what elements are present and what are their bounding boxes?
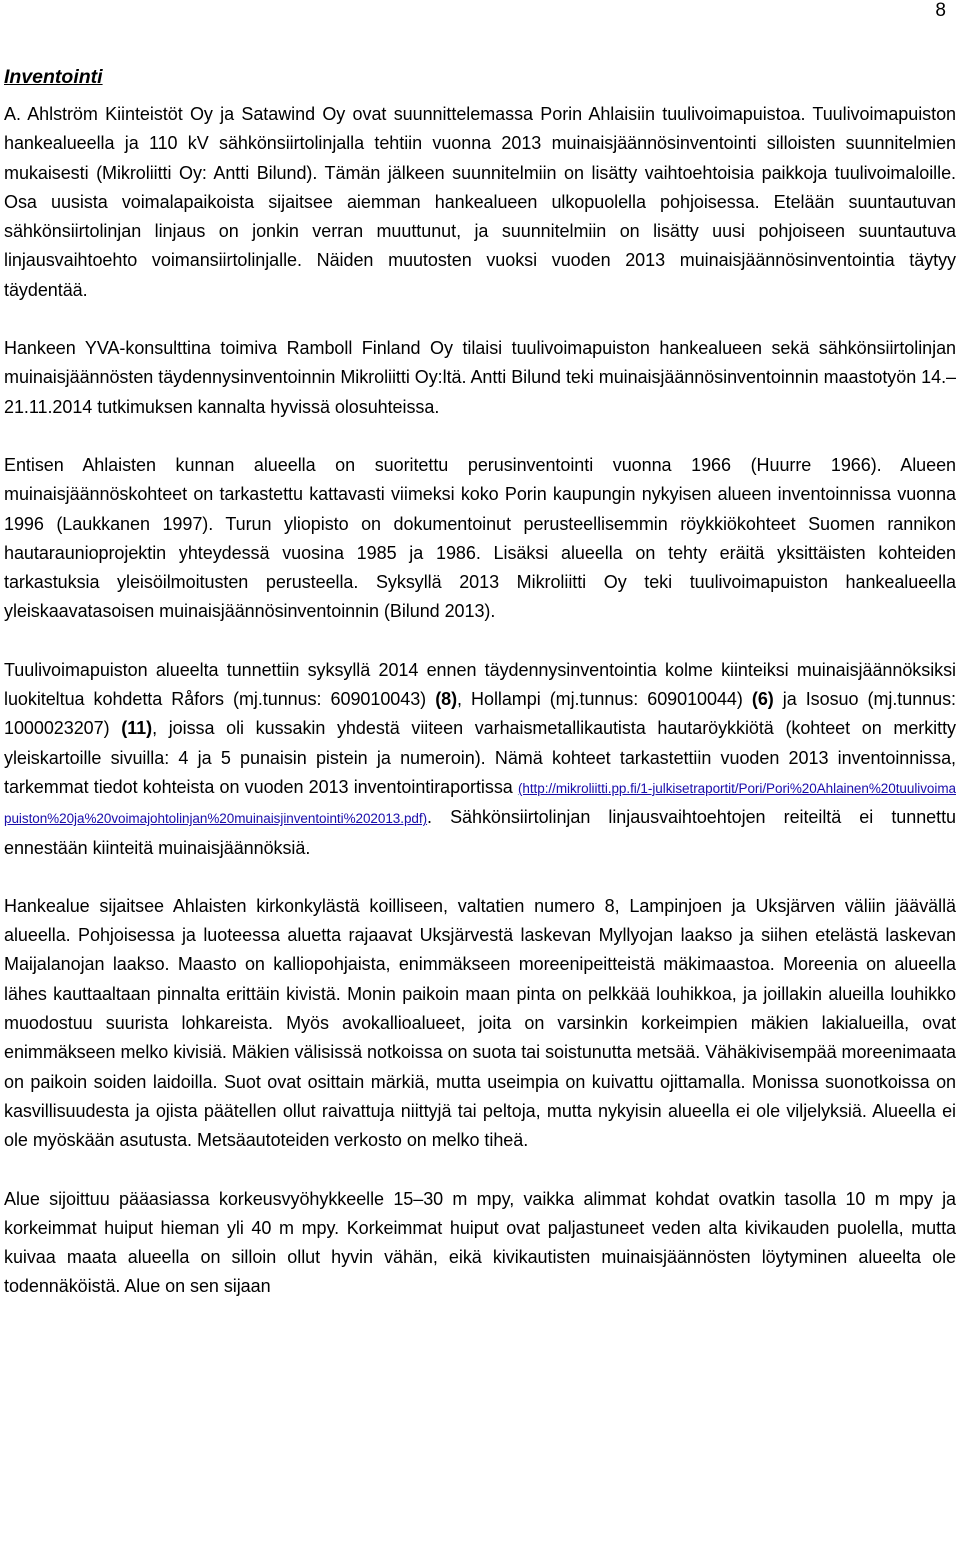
site-number-rafors: (8) bbox=[435, 689, 458, 710]
known-sites-text-2: , Hollampi (mj.tunnus: 609010044) bbox=[457, 689, 752, 710]
report-link[interactable]: (http://mikroliitti.pp.fi/1-julkisetraportit/Pori/Pori%20Ahlainen%20tuulivoimapuiston%20ja%20voimajohtolinjan%20muinaisjinventointi%202013.pdf) bbox=[4, 780, 956, 827]
paragraph-previous-inventories: Entisen Ahlaisten kunnan alueella on suoritettu perusinventointi vuonna 1966 (Huurre 1966). Alueen muinaisjäännöskohteet on tarkastettu kattavasti viimeksi koko Porin kaupungin nykyisen alueen inventoinnissa vuonna 1996 (Laukkanen 1997). Turun yliopisto on dokumentoinut perusteellisemmin röykkiökohteet Suomen rannikon hautaraunioprojektin yhteydessä vuosina 1985 ja 1986. Lisäksi alueella on tehty eräitä yksittäisten kohteiden tarkastuksia yleisöilmoitusten perusteella. Syksyllä 2013 Mikroliitti Oy teki tuulivoimapuiston hankealueella yleiskaavatasoisen muinaisjäännösinventoinnin (Bilund 2013). bbox=[4, 454, 956, 622]
site-number-hollampi: (6) bbox=[751, 689, 774, 710]
section-heading: Inventointi bbox=[4, 66, 103, 88]
paragraph-location: Hankealue sijaitsee Ahlaisten kirkonkylästä koilliseen, valtatien numero 8, Lampinjoen ja Uksjärven väliin jäävällä alueella. Pohjoisessa ja luoteessa aluetta rajaavat Uksjärvestä laskevan Myllyojan laakso ja siihen etelästä laskevan Maijalanojan laakso. Maasto on kalliopohjaista, enimmäkseen moreenipeitteistä mäkimaastoa. Moreenia on alueella lähes kauttaaltaan pinnalta erittäin kivistä. Monin paikoin maan pinta on pelkkää louhikkoa, ja joillakin alueilla louhikko muodostuu suurista lohkareista. Myös avokallioalueet, joita on varsinkin korkeimpien mäkien lakialueilla, ovat enimmäkseen melko kivisiä. Mäkien välisissä notkoissa on suota tai soistunutta metsää. Vähäkivisempää moreenimaata on paikoin soiden laidoilla. Suot ovat osittain märkiä, mutta useimpia on kuivattu ojittamalla. Monissa suonotkoissa on kasvillisuudesta ja ojista päätellen ollut raivattuja niittyjä tai peltoja, mutta nykyisin alueella ei ole viljelyksiä. Alueella ei ole myöskään asutusta. Metsäautoteiden verkosto on melko tiheä. bbox=[4, 895, 956, 1151]
known-sites-text-1: Tuulivoimapuiston alueelta tunnettiin syksyllä 2014 ennen täydennysinventointia kolme kiinteiksi muinaisjäännöksiksi luokiteltua kohdetta Råfors (mj.tunnus: 609010043) bbox=[4, 659, 956, 710]
known-sites-text-5: . Sähkönsiirtolinjan linjausvaihtoehtojen reiteiltä ei tunnettu ennestään kiinteitä muinaisjäännöksiä. bbox=[4, 807, 956, 858]
page-number: 8 bbox=[935, 0, 946, 21]
paragraph-consultant: Hankeen YVA-konsulttina toimiva Ramboll Finland Oy tilaisi tuulivoimapuiston hankealueen sekä sähkönsiirtolinjan muinaisjäännösten täydennysinventoinnin Mikroliitti Oy:ltä. Antti Bilund teki muinaisjäännösinventoinnin maastotyön 14.–21.11.2014 tutkimuksen kannalta hyvissä olosuhteissa. bbox=[4, 338, 956, 417]
paragraph-elevation: Alue sijoittuu pääasiassa korkeusvyöhykkeelle 15–30 m mpy, vaikka alimmat kohdat ovatkin tasolla 10 m mpy ja korkeimmat huiput hieman yli 40 m mpy. Korkeimmat huiput ovat paljastuneet veden alta kivikauden puolella, mutta kuivaa maata alueella on silloin ollut hyvin vähän, eikä kivikautisten muinaisjäännösten löytyminen alueelta ole todennäköistä. Alue on sen sijaan bbox=[4, 1188, 956, 1297]
paragraph-known-sites bbox=[4, 656, 956, 863]
document-body bbox=[4, 62, 956, 1302]
site-number-isosuo: (11) bbox=[121, 718, 153, 739]
known-sites-text-4: , joissa oli kussakin yhdestä viiteen varhaismetallikautista hautaröykkiötä (kohteet on merkitty yleiskartoille sivuilla: 4 ja 5 punaisin pistein ja numeroin). Nämä kohteet tarkastettiin vuoden 2013 inventoinnissa, tarkemmat tiedot kohteista on vuoden 2013 inventointiraportissa bbox=[4, 718, 956, 797]
paragraph-introduction: A. Ahlström Kiinteistöt Oy ja Satawind Oy ovat suunnittelemassa Porin Ahlaisiin tuulivoimapuistoa. Tuulivoimapuiston hankealueella ja 110 kV sähkönsiirtolinjalla tehtiin vuonna 2013 muinaisjäännösinventointi silloisten suunnitelmien mukaisesti (Mikroliitti Oy: Antti Bilund). Tämän jälkeen suunnitelmiin on lisätty vaihtoehtoisia paikkoja tuulivoimaloille. Osa uusista voimalapaikoista sijaitsee aiemman hankealueen ulkopuolella pohjoisessa. Etelään suuntautuvan sähkönsiirtolinjan linjaus on jonkin verran muuttunut, ja suunnitelmiin on lisätty uusi pohjoiseen suuntautuva linjausvaihtoehto voimansiirtolinjalle. Näiden muutosten vuoksi vuoden 2013 muinaisjäännösinventointia täytyy täydentää. bbox=[4, 104, 956, 300]
known-sites-text-3: ja Isosuo (mj.tunnus: 1000023207) bbox=[4, 689, 956, 739]
